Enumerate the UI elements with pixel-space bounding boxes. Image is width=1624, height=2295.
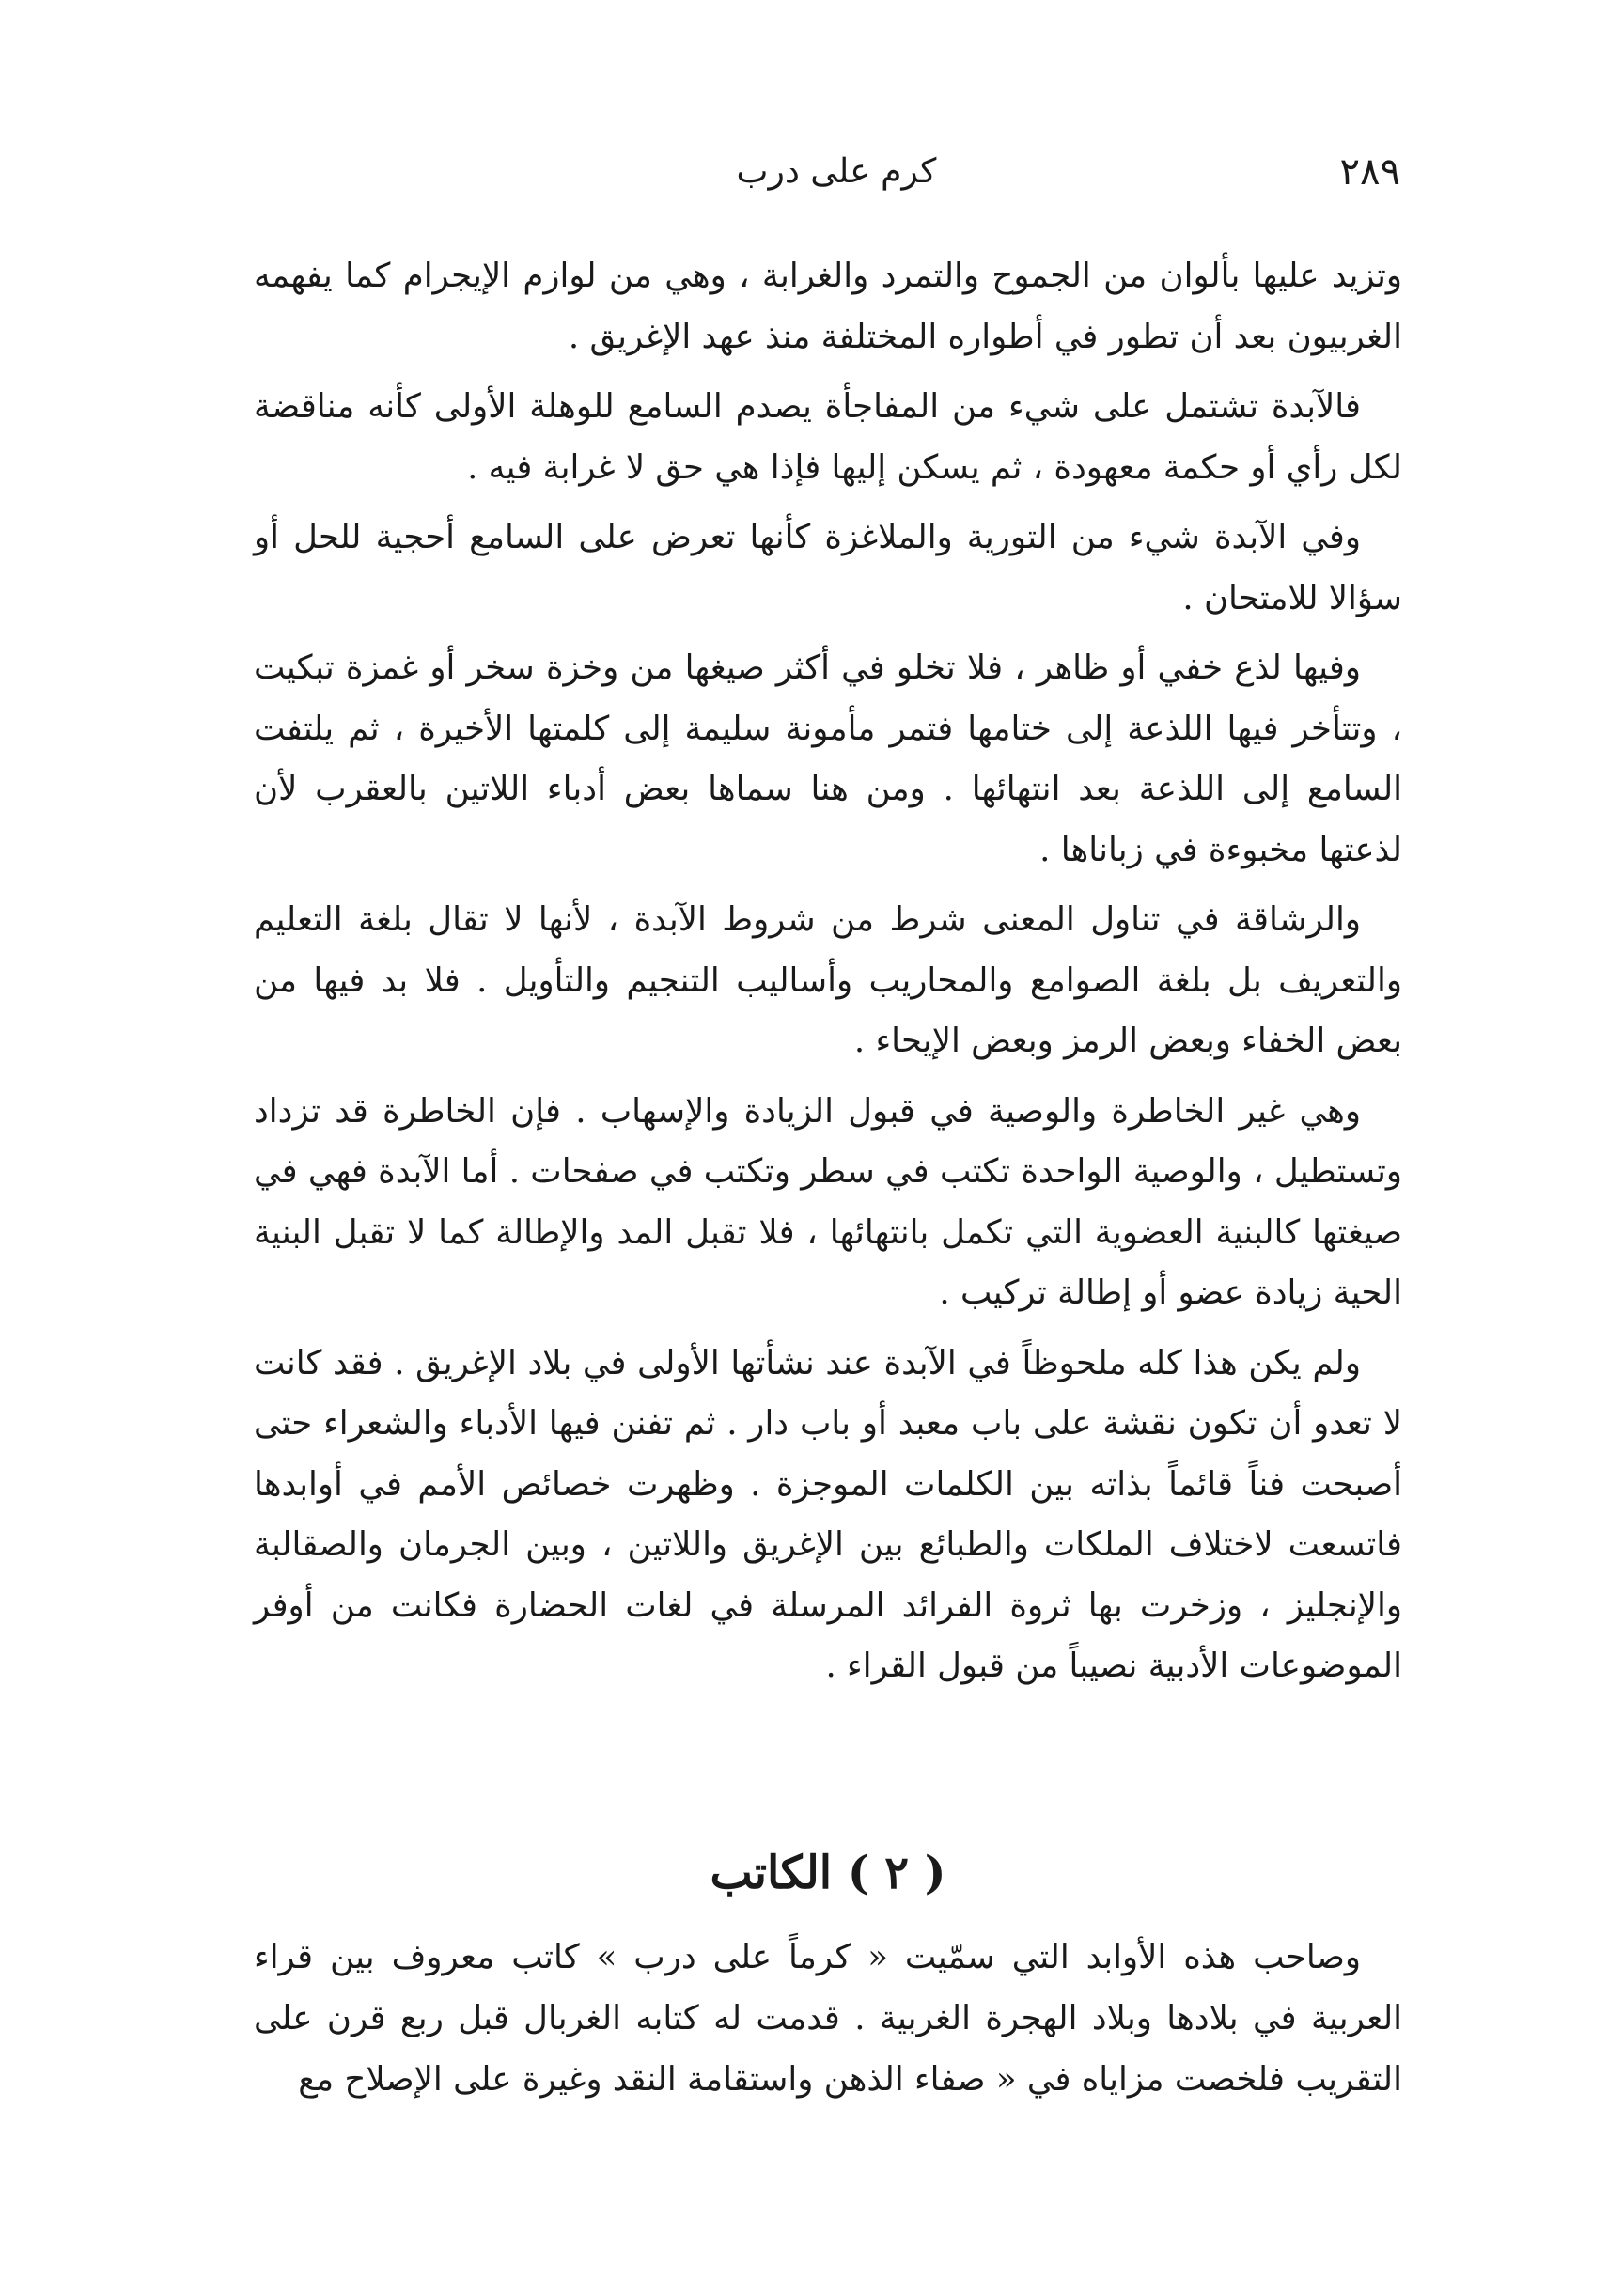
paragraph: ولم يكن هذا كله ملحوظاً في الآبدة عند نشأتها الأولى في بلاد الإغريق . فقد كانت لا تعدو أن تكون نقشة على باب معبد أو باب دار . ثم تفنن فيها الأدباء والشعراء حتى أصبحت فناً قائماً بذاته بين الكلمات الموجزة . وظهرت خصائص الأمم في أوابدها فاتسعت لاختلاف الملكات والطبائع بين الإغريق واللاتين ، وبين الجرمان والصقالبة والإنجليز ، وزخرت بها ثروة الفرائد المرسلة في لغات الحضارة فكانت من أوفر الموضوعات الأدبية نصيباً من قبول القراء . xyxy=(254,1343,1402,1685)
paragraph: والرشاقة في تناول المعنى شرط من شروط الآبدة ، لأنها لا تقال بلغة التعليم والتعريف بل بلغة الصوامع والمحاريب وأساليب التنجيم والتأويل . فلا بد فيها من بعض الخفاء وبعض الرمز وبعض الإيحاء . xyxy=(254,900,1402,1060)
page-number: ٢٨٩ xyxy=(1339,150,1400,194)
page-header xyxy=(273,150,1400,216)
paragraph: وفيها لذع خفي أو ظاهر ، فلا تخلو في أكثر صيغها من وخزة سخر أو غمزة تبكيت ، وتتأخر فيها اللذعة إلى ختامها فتمر مأمونة سليمة إلى كلمتها الأخيرة ، ثم يلتفت السامع إلى اللذعة بعد انتهائها . ومن هنا سماها بعض أدباء اللاتين بالعقرب لأن لذعتها مخبوءة في زباناها . xyxy=(254,648,1402,869)
paragraph: فالآبدة تشتمل على شيء من المفاجأة يصدم السامع للوهلة الأولى كأنه مناقضة لكل رأي أو حكمة معهودة ، ثم يسكن إليها فإذا هي حق لا غرابة فيه . xyxy=(254,387,1402,487)
running-title: كرم على درب xyxy=(736,152,937,191)
section-text xyxy=(254,1927,1402,2119)
paragraph: وتزيد عليها بألوان من الجموح والتمرد والغرابة ، وهي من لوازم الإيجرام كما يفهمه الغربيون بعد أن تطور في أطواره المختلفة منذ عهد الإغريق . xyxy=(254,257,1402,356)
section-heading: ( ٢ ) الكاتب xyxy=(710,1847,946,1899)
paragraph: وهي غير الخاطرة والوصية في قبول الزيادة والإسهاب . فإن الخاطرة قد تزداد وتستطيل ، والوصية الواحدة تكتب في سطر وتكتب في صفحات . أما الآبدة فهي في صيغتها كالبنية العضوية التي تكمل بانتهائها ، فلا تقبل المد والإطالة كما لا تقبل البنية الحية زيادة عضو أو إطالة تركيب . xyxy=(254,1091,1402,1312)
paragraph: وصاحب هذه الأوابد التي سمّيت « كرماً على درب » كاتب معروف بين قراء العربية في بلادها وبلاد الهجرة الغربية . قدمت له كتابه الغربال قبل ربع قرن على التقريب فلخصت مزاياه في « صفاء الذهن واستقامة النقد وغيرة على الإصلاح مع xyxy=(254,1938,1402,2099)
paragraph: وفي الآبدة شيء من التورية والملاغزة كأنها تعرض على السامع أحجية للحل أو سؤالا للامتحان . xyxy=(254,518,1402,617)
body-text xyxy=(254,246,1402,1707)
